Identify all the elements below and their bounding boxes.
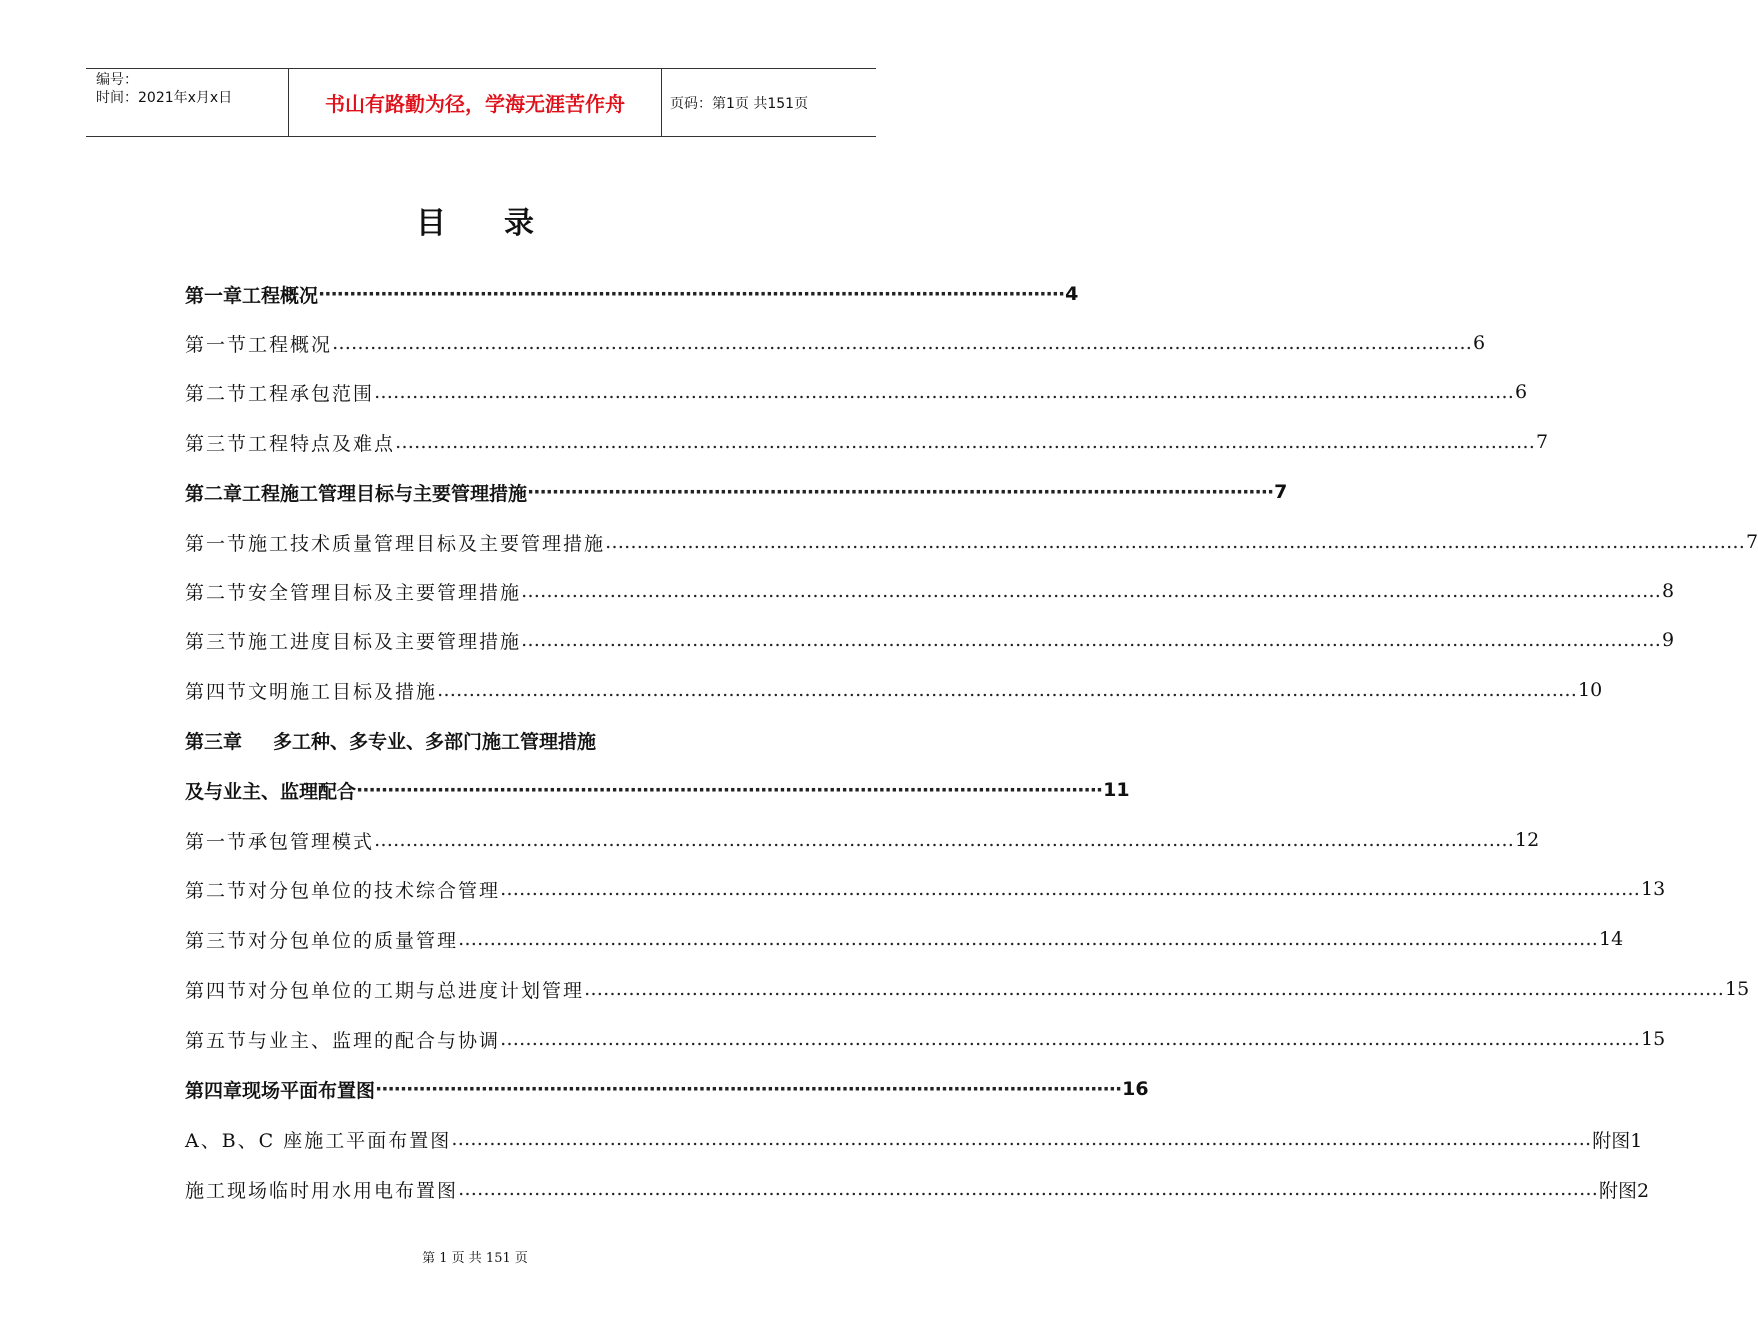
toc-page-number: 附图2 [1599,1179,1650,1202]
toc-entry-text: 工程特点及难点 [248,432,396,455]
toc-entry-text: 承包管理模式 [248,830,375,853]
toc-leader-dots: ……………………………………………………………………………………………………………………………………………………………… [332,332,1473,354]
toc-entry-text: 现场平面布置图 [242,1079,376,1102]
toc-label: 第四章 [185,1079,243,1102]
toc-chapter-row[interactable] [185,468,1288,516]
toc-section-row[interactable] [185,368,1528,416]
toc-page-number: 14 [1599,928,1624,950]
toc-leader-dots: ························································································································ [318,283,1065,305]
toc-entry-text: 文明施工目标及措施 [248,680,438,703]
header-meta [86,69,288,136]
toc-label: 第一节 [185,830,249,853]
toc-entry-text: 与业主、监理的配合与协调 [248,1029,501,1052]
toc-page-number: 15 [1641,1028,1666,1050]
toc-section-row[interactable] [185,418,1549,466]
toc-leader-dots: ……………………………………………………………………………………………………………………………………………………………… [521,629,1662,651]
toc-label: 第二节 [185,581,249,604]
header-page-info: 页码：第1页 共151页 [670,95,809,112]
toc-section-row[interactable] [185,616,1675,664]
toc-label: 第三章 [185,730,243,753]
toc-entry-text: 多工种、多专业、多部门施工管理措施 [273,730,597,753]
toc-label: 第二章 [185,482,243,505]
toc-page-number: 7 [1536,431,1549,453]
toc-entry-text: 对分包单位的质量管理 [248,929,459,952]
toc-page-number: 16 [1122,1078,1149,1100]
toc-label: 第四节 [185,979,249,1002]
toc-label: 第三节 [185,432,249,455]
page-footer: 第 1 页 共 151 页 [422,1251,528,1266]
toc-section-row[interactable] [185,865,1666,913]
toc-section-row[interactable] [185,915,1624,963]
toc-section-row[interactable] [185,518,1758,566]
toc-label: 第一章 [185,284,243,307]
toc-entry-text: A、B、C 座施工平面布置图 [185,1129,452,1152]
toc-leader-dots: ……………………………………………………………………………………………………………………………………………………………… [458,928,1599,950]
time-label: 时间：2021年x月x日 [96,90,233,106]
toc-page-number: 6 [1515,381,1528,403]
toc-page-number: 4 [1065,283,1079,305]
toc-label: 第一节 [185,532,249,555]
toc-page-number: 12 [1515,829,1540,851]
toc-section-row[interactable] [185,666,1603,714]
toc-entry-text: 施工技术质量管理目标及主要管理措施 [248,532,606,555]
toc-leader-dots: ……………………………………………………………………………………………………………………………………………………………… [500,1028,1641,1050]
toc-leader-dots: ……………………………………………………………………………………………………………………………………………………………… [584,978,1725,1000]
title-char-1: 目 [416,206,446,241]
toc-page-number: 7 [1274,481,1288,503]
toc-leader-dots: ……………………………………………………………………………………………………………………………………………………………… [500,878,1641,900]
toc-section-row[interactable] [185,1115,1643,1163]
toc-leader-dots: ……………………………………………………………………………………………………………………………………………………………… [458,1178,1599,1200]
toc-leader-dots: ……………………………………………………………………………………………………………………………………………………………… [374,381,1515,403]
toc-page-number: 11 [1103,779,1130,801]
toc-section-row[interactable] [185,965,1750,1013]
toc-label: 第三节 [185,929,249,952]
toc-chapter-row[interactable] [185,1065,1149,1113]
toc-page-number: 6 [1473,332,1486,354]
toc-leader-dots: ……………………………………………………………………………………………………………………………………………………………… [395,431,1536,453]
toc-leader-dots: ……………………………………………………………………………………………………………………………………………………………… [451,1128,1592,1150]
toc-entry-text: 施工现场临时用水用电布置图 [185,1179,459,1202]
toc-chapter-row[interactable] [185,716,825,764]
toc-section-row[interactable] [185,816,1540,864]
toc-section-row[interactable] [185,1165,1650,1213]
toc-page-number: 7 [1746,531,1758,553]
toc-page-number: 10 [1578,679,1603,701]
toc-leader-dots: ……………………………………………………………………………………………………………………………………………………………… [605,531,1746,553]
toc-page-number: 附图1 [1592,1129,1643,1152]
page-header [86,68,876,137]
toc-section-row[interactable] [185,1015,1666,1063]
toc-page-number: 15 [1725,978,1750,1000]
toc-entry-text: 工程施工管理目标与主要管理措施 [242,482,528,505]
toc-section-row[interactable] [185,319,1486,367]
toc-leader-dots: ························································································································ [375,1078,1122,1100]
toc-entry-text: 及与业主、监理配合 [185,780,357,803]
toc-label: 第五节 [185,1029,249,1052]
toc-entry-text: 施工进度目标及主要管理措施 [248,630,522,653]
toc-page-number: 8 [1662,580,1675,602]
toc-entry-text: 工程概况 [242,284,319,307]
title-char-2: 录 [504,206,534,241]
toc-entry-text: 工程承包范围 [248,382,375,405]
toc-leader-dots: ……………………………………………………………………………………………………………………………………………………………… [437,679,1578,701]
toc-leader-dots: ························································································································ [356,779,1103,801]
toc-page-number: 13 [1641,878,1666,900]
toc-entry-text: 对分包单位的工期与总进度计划管理 [248,979,585,1002]
toc-chapter-row[interactable] [185,270,1079,318]
toc-entry-text: 安全管理目标及主要管理措施 [248,581,522,604]
toc-page-number: 9 [1662,629,1675,651]
toc-title [0,198,950,242]
toc-section-row[interactable] [185,567,1675,615]
toc-leader-dots: ························································································································ [527,481,1274,503]
toc-leader-dots: ……………………………………………………………………………………………………………………………………………………………… [374,829,1515,851]
toc-label: 第二节 [185,879,249,902]
toc-chapter-row[interactable] [185,766,1130,814]
toc-label: 第二节 [185,382,249,405]
number-label: 编号： [96,72,138,88]
header-motto: 书山有路勤为径，学海无涯苦作舟 [288,69,662,136]
toc-label: 第一节 [185,333,249,356]
toc-entry-text: 对分包单位的技术综合管理 [248,879,501,902]
toc-leader-dots: ……………………………………………………………………………………………………………………………………………………………… [521,580,1662,602]
toc-label: 第三节 [185,630,249,653]
toc-label: 第四节 [185,680,249,703]
toc-entry-text: 工程概况 [248,333,333,356]
